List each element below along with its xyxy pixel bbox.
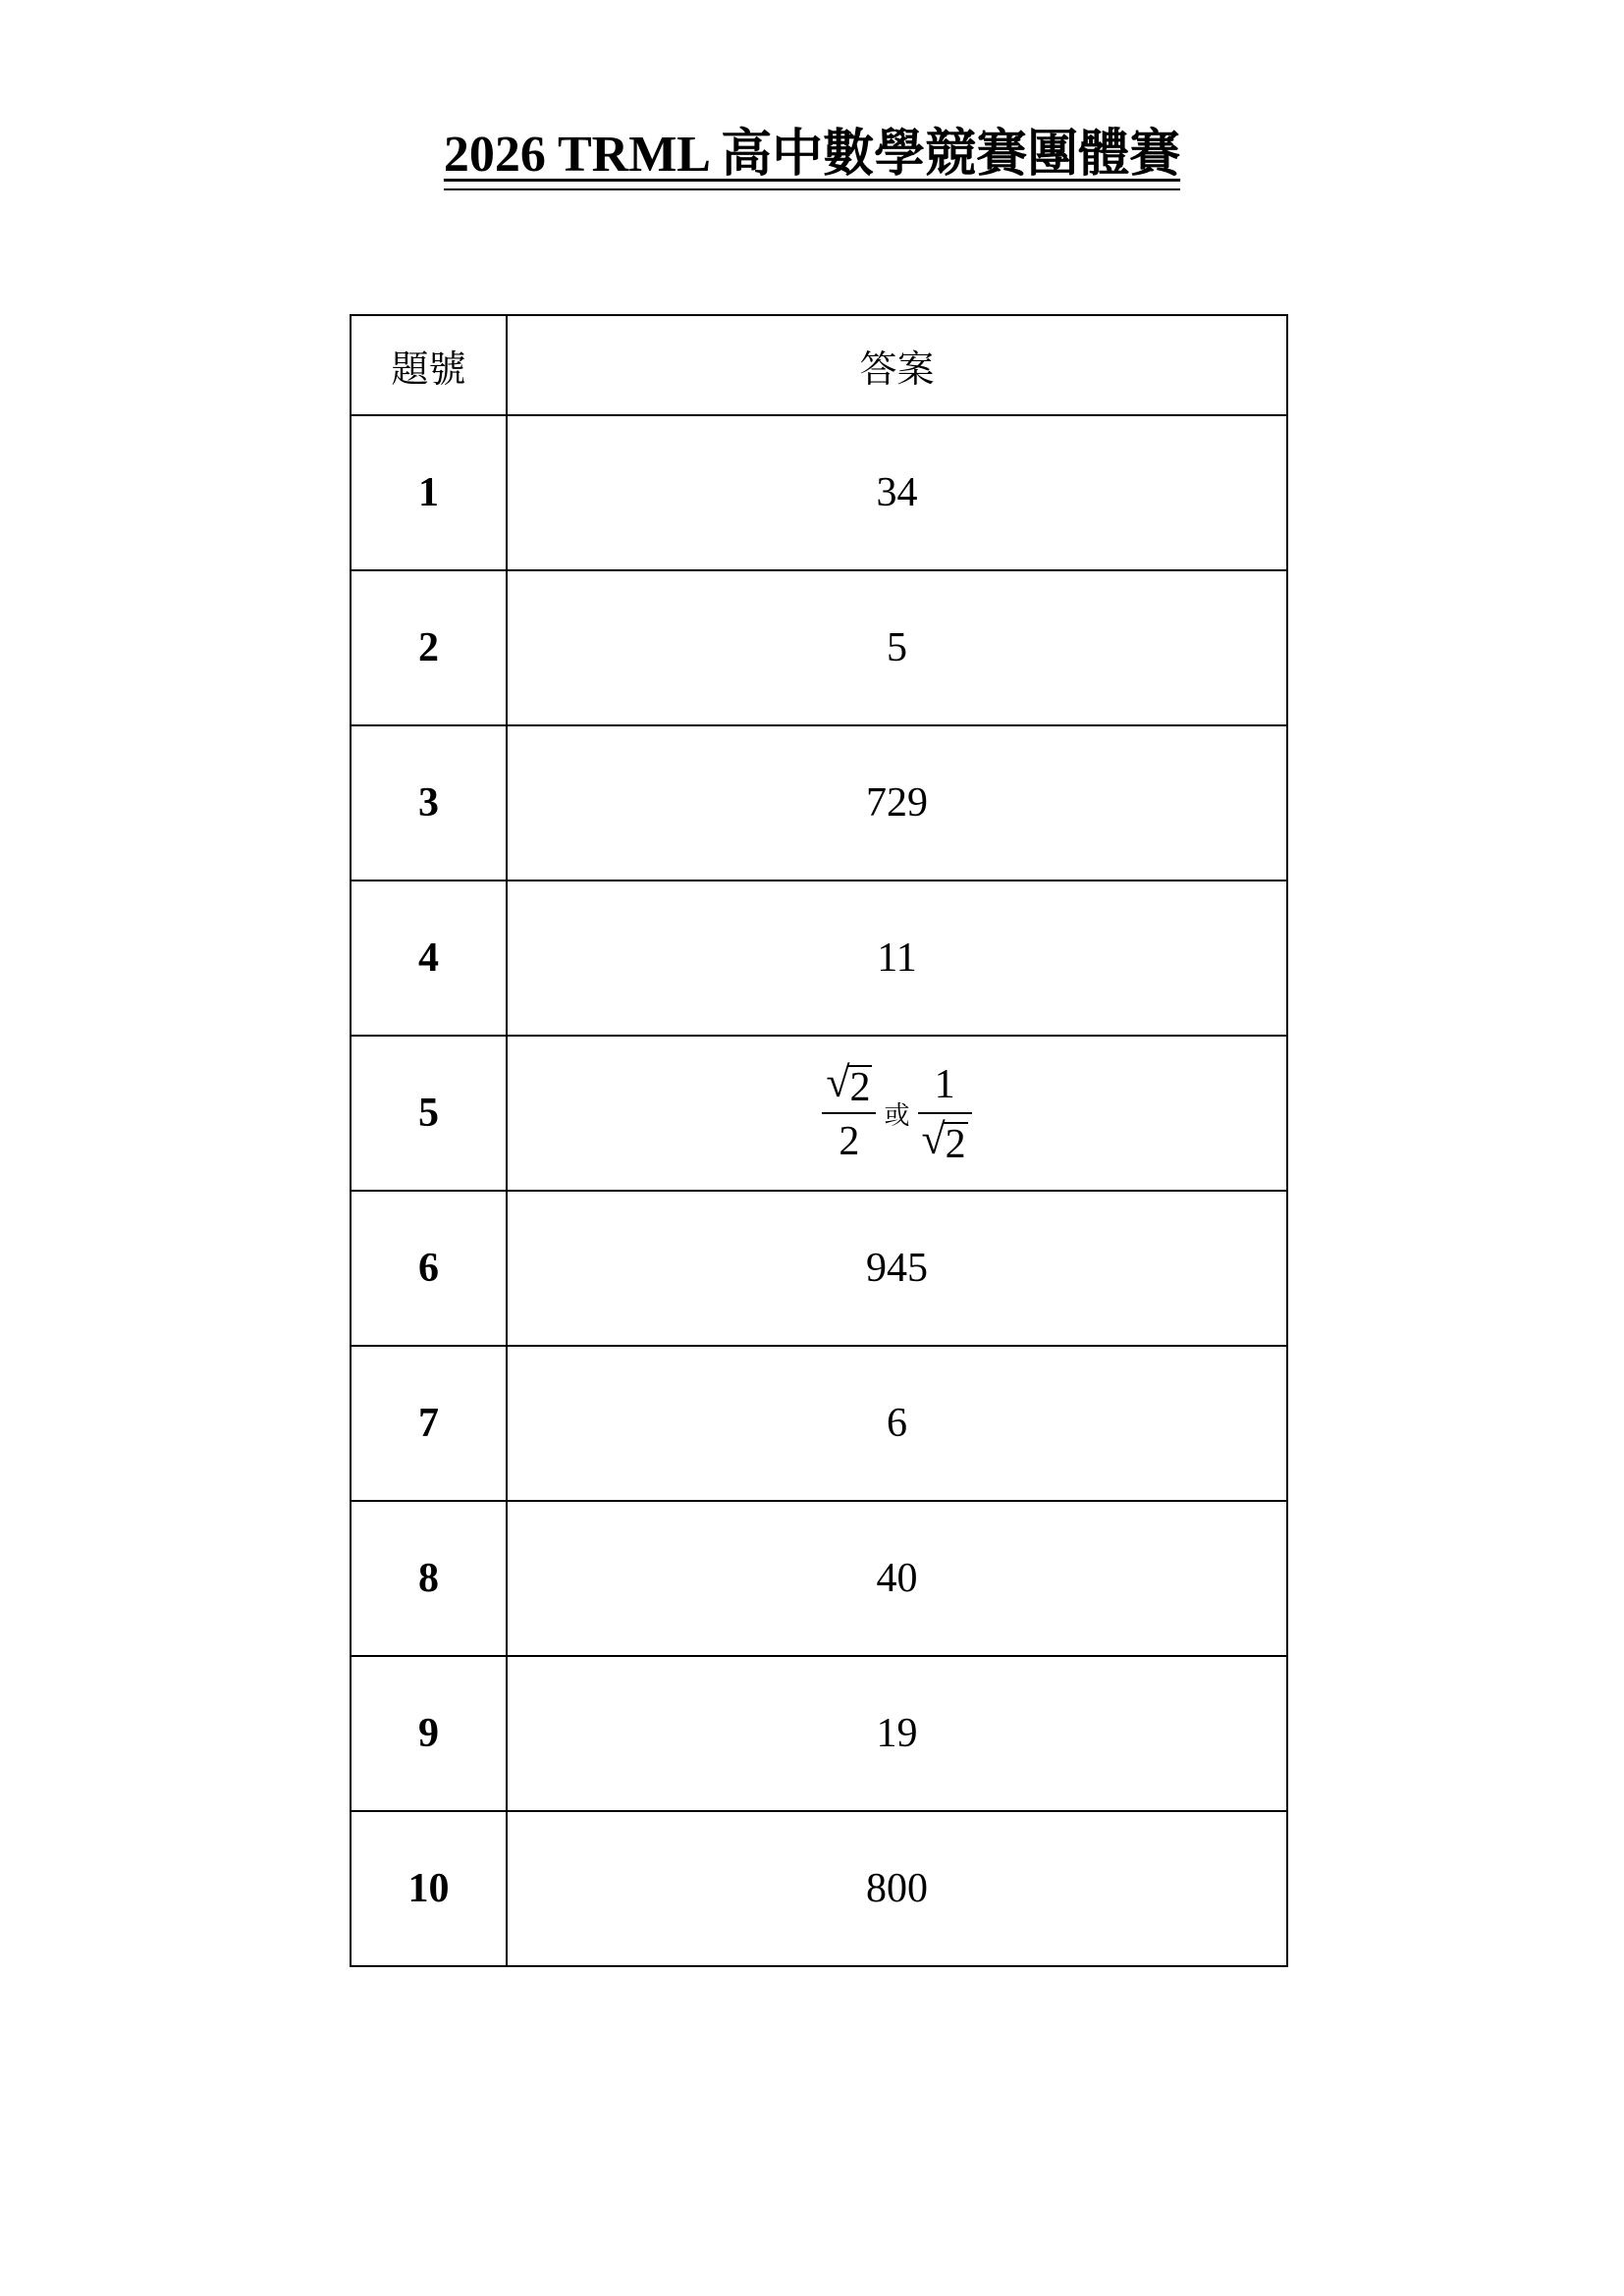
table-row [351, 881, 1287, 1036]
table-header-row [351, 315, 1287, 415]
fraction-denominator: 2 [839, 1119, 860, 1164]
radical-sign: √ [826, 1058, 850, 1106]
question-number: 6 [351, 1191, 507, 1346]
radical-sign: √ [921, 1115, 946, 1163]
question-number: 5 [351, 1036, 507, 1191]
answer-cell: 800 [507, 1811, 1287, 1966]
answer-table [350, 314, 1288, 1967]
question-number: 2 [351, 570, 507, 725]
question-number: 10 [351, 1811, 507, 1966]
answer-cell: 945 [507, 1191, 1287, 1346]
question-number: 3 [351, 725, 507, 881]
title-text: 2026 TRML 高中數學競賽團體賽 [444, 126, 1180, 190]
header-answer: 答案 [507, 315, 1287, 415]
radicand: 2 [945, 1122, 966, 1167]
fraction-numerator: 1 [934, 1062, 955, 1107]
table-row [351, 1656, 1287, 1811]
answer-cell: 729 [507, 725, 1287, 881]
table-row [351, 725, 1287, 881]
table-row [351, 1036, 1287, 1191]
question-number: 9 [351, 1656, 507, 1811]
answer-cell: 19 [507, 1656, 1287, 1811]
answer-cell: 6 [507, 1346, 1287, 1501]
square-root [826, 1058, 872, 1110]
question-number: 7 [351, 1346, 507, 1501]
fraction-1-over-sqrt2 [918, 1057, 972, 1169]
table-row [351, 1811, 1287, 1966]
question-number: 1 [351, 415, 507, 570]
square-root [921, 1115, 968, 1167]
answer-cell: 11 [507, 881, 1287, 1036]
table-row [351, 570, 1287, 725]
table-row [351, 1191, 1287, 1346]
or-connector: 或 [884, 1100, 910, 1131]
math-expression [822, 1057, 971, 1169]
answer-cell: 34 [507, 415, 1287, 570]
radicand: 2 [849, 1065, 871, 1110]
question-number: 8 [351, 1501, 507, 1656]
answer-cell: 40 [507, 1501, 1287, 1656]
page-title [0, 126, 1624, 190]
table-row [351, 415, 1287, 570]
table-row [351, 1501, 1287, 1656]
question-number: 4 [351, 881, 507, 1036]
header-number: 題號 [351, 315, 507, 415]
fraction-denominator [918, 1114, 972, 1169]
answer-cell: 5 [507, 570, 1287, 725]
table-row [351, 1346, 1287, 1501]
fraction-numerator [822, 1057, 876, 1112]
answer-cell-math [507, 1036, 1287, 1191]
fraction-sqrt2-over-2 [822, 1057, 876, 1169]
